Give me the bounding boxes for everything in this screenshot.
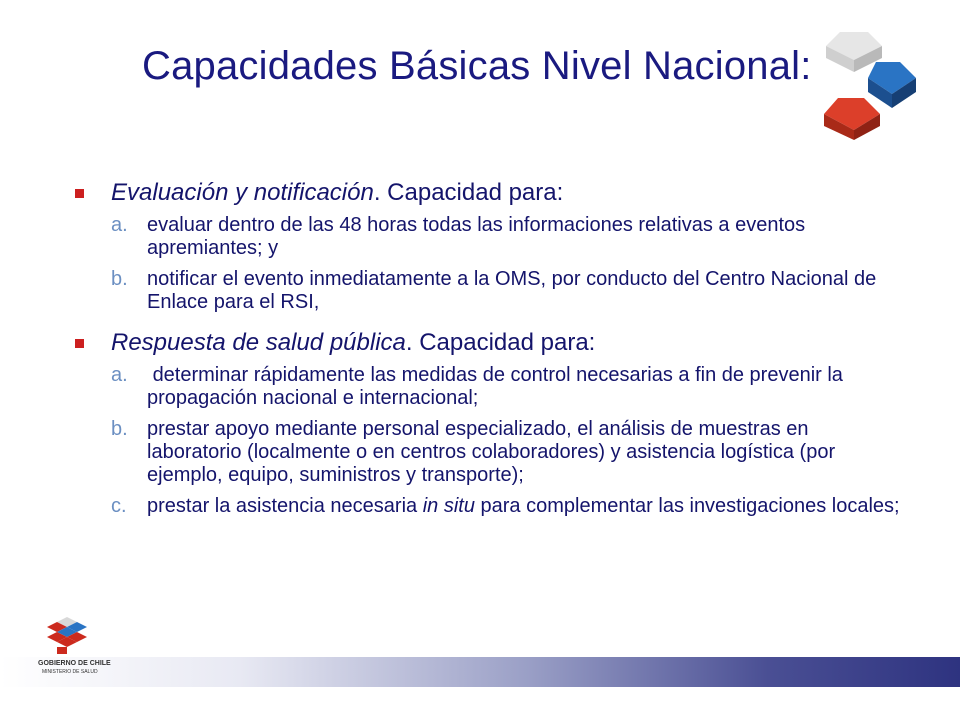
sub-item-letter: b. [111,268,128,290]
sub-item-letter: b. [111,418,128,440]
sub-item [75,495,905,518]
bullet-heading-rest: . Capacidad para: [405,329,596,356]
sub-item-text-italic: in situ [422,495,475,517]
logo-text-ministry: MINISTERIO DE SALUD [42,669,98,675]
logo-text-government: GOBIERNO DE CHILE [38,660,111,667]
sub-item-text: determinar rápidamente las medidas de control necesarias a fin de prevenir la propagación nacional e internacional; [147,364,849,409]
sub-item-letter: c. [111,495,127,517]
bullet-evaluacion [75,178,905,208]
sub-item [75,268,905,314]
content [75,178,905,526]
sub-item-text: prestar apoyo mediante personal especializado, el análisis de muestras en laboratorio (localmente o en centros colaboradores) y asistencia logística (por ejemplo, equipo, suministros y transporte); [147,418,836,486]
sub-item-letter: a. [111,214,128,236]
sub-item-text: evaluar dentro de las 48 horas todas las informaciones relativas a eventos apremiantes; y [147,214,806,259]
sub-item [75,214,905,260]
sub-item-text: notificar el evento inmediatamente a la OMS, por conducto del Centro Nacional de Enlace para el RSI, [147,268,877,313]
bullet-heading-italic: Respuesta de salud pública [111,329,406,356]
sub-item-letter: a. [111,364,128,386]
sub-item-text-after: para complementar las investigaciones locales; [474,495,900,517]
square-bullet-icon [75,189,84,198]
government-logo-icon [35,600,105,680]
sub-item-text-before: prestar la asistencia necesaria [147,495,423,517]
sub-item [75,418,905,487]
bullet-respuesta [75,328,905,358]
square-bullet-icon [75,339,84,348]
footer-gradient-bar [0,657,960,687]
slide-title: Capacidades Básicas Nivel Nacional: [142,44,812,88]
sub-item [75,364,905,410]
cubes-decoration [810,28,925,143]
bullet-heading-italic: Evaluación y notificación [111,179,374,206]
bullet-heading-rest: . Capacidad para: [373,179,564,206]
